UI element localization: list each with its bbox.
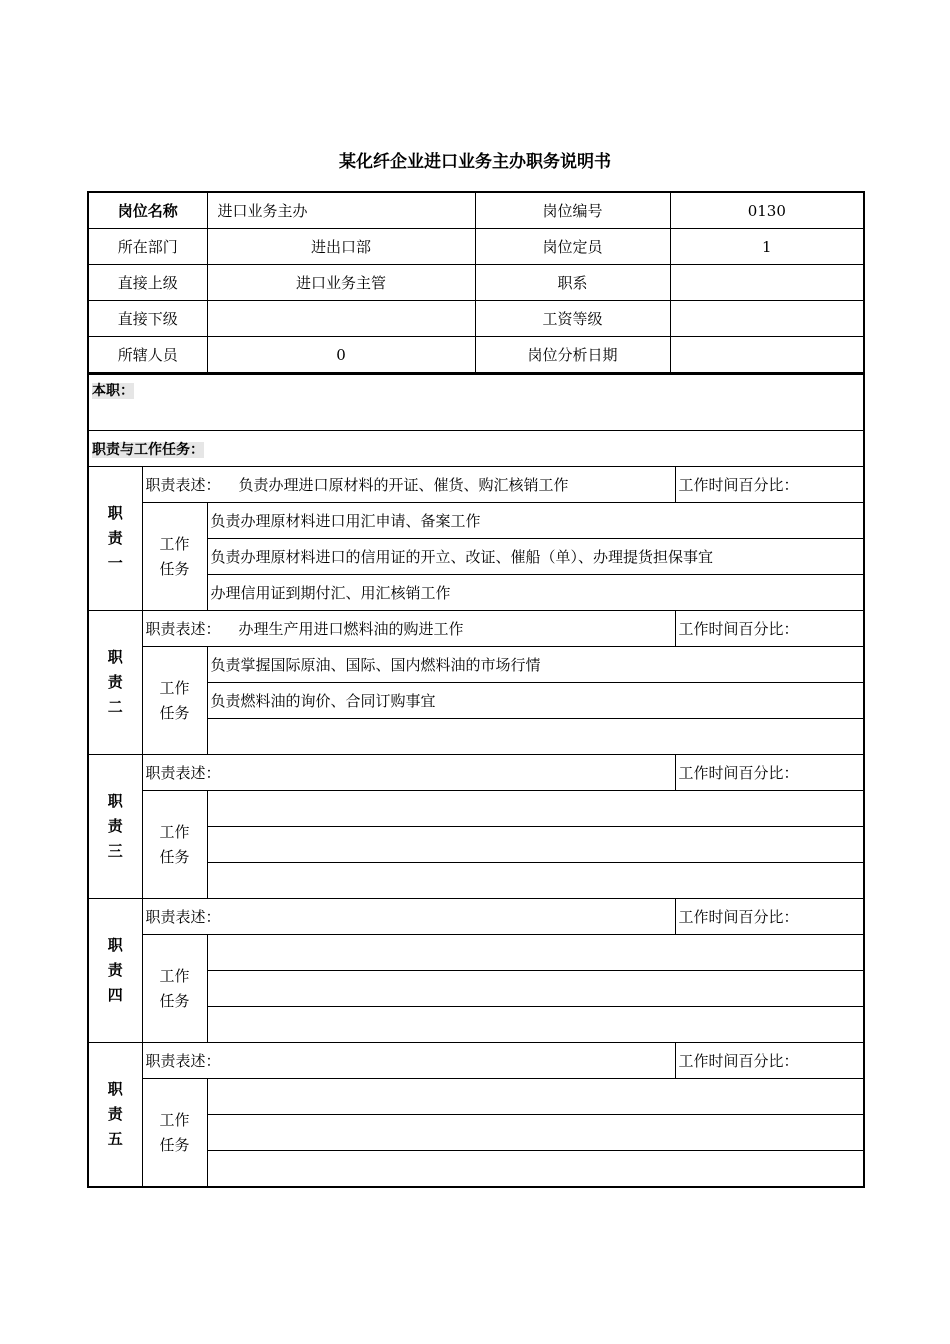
field-label: 岗位定员 [475, 229, 670, 265]
duties-table [87, 374, 865, 1188]
field-label: 直接上级 [88, 265, 207, 301]
duty-percent-label: 工作时间百分比： [675, 611, 864, 647]
duty-description-value: 负责办理进口原材料的开证、催货、购汇核销工作 [238, 476, 569, 494]
field-value: 0 [207, 337, 475, 374]
duty-title-char: 二 [107, 698, 123, 716]
duty-description-cell [142, 1043, 675, 1079]
duty-title [88, 899, 142, 1043]
main-duty-cell [88, 375, 864, 431]
task-label-line-2: 任务 [159, 847, 190, 866]
duty-title-char: 一 [107, 554, 123, 572]
field-value: 0130 [670, 192, 864, 229]
duty-title [88, 1043, 142, 1188]
field-value: 进口业务主办 [207, 192, 475, 229]
duty-task-row [88, 791, 864, 827]
task-label-line-1: 工作 [159, 534, 190, 553]
field-label: 岗位编号 [475, 192, 670, 229]
duties-heading-cell [88, 431, 864, 467]
task-label [142, 791, 207, 899]
header-row [88, 301, 864, 337]
duty-description-cell [142, 611, 675, 647]
task-item [207, 1115, 864, 1151]
field-value: 进口业务主管 [207, 265, 475, 301]
field-label: 职系 [475, 265, 670, 301]
duty-title-char: 职 [107, 1080, 123, 1098]
duty-description-cell [142, 899, 675, 935]
duty-title-char: 责 [107, 673, 123, 691]
header-row [88, 265, 864, 301]
header-table [87, 191, 865, 374]
field-value [207, 301, 475, 337]
field-label: 工资等级 [475, 301, 670, 337]
task-item [207, 971, 864, 1007]
duty-description-label: 职责表述： [145, 764, 221, 782]
header-row [88, 337, 864, 374]
duty-description-value: 办理生产用进口燃料油的购进工作 [238, 620, 464, 638]
task-item: 负责掌握国际原油、国际、国内燃料油的市场行情 [207, 647, 864, 683]
duty-title [88, 467, 142, 611]
task-label-line-2: 任务 [159, 559, 190, 578]
duty-title-char: 三 [107, 842, 123, 860]
task-item: 办理信用证到期付汇、用汇核销工作 [207, 575, 864, 611]
duty-description-label: 职责表述： [145, 476, 221, 494]
duty-description-label: 职责表述： [145, 1052, 221, 1070]
task-item: 负责办理原材料进口用汇申请、备案工作 [207, 503, 864, 539]
duty-task-row [88, 647, 864, 683]
duty-description-row [88, 1043, 864, 1079]
field-label: 所在部门 [88, 229, 207, 265]
duty-percent-label: 工作时间百分比： [675, 755, 864, 791]
task-label [142, 503, 207, 611]
task-label [142, 935, 207, 1043]
duty-description-label: 职责表述： [145, 620, 221, 638]
field-value: 1 [670, 229, 864, 265]
duty-description-label: 职责表述： [145, 908, 221, 926]
duty-description-cell [142, 755, 675, 791]
duty-description-row [88, 611, 864, 647]
duty-percent-label: 工作时间百分比： [675, 899, 864, 935]
task-item [207, 863, 864, 899]
field-label: 所辖人员 [88, 337, 207, 374]
field-value: 进出口部 [207, 229, 475, 265]
field-value [670, 265, 864, 301]
duty-title-char: 职 [107, 936, 123, 954]
field-value [670, 337, 864, 374]
task-label-line-2: 任务 [159, 703, 190, 722]
duty-percent-label: 工作时间百分比： [675, 1043, 864, 1079]
task-label-line-1: 工作 [159, 822, 190, 841]
duty-title-char: 责 [107, 529, 123, 547]
duty-description-row [88, 755, 864, 791]
duty-task-row [88, 503, 864, 539]
duty-title [88, 755, 142, 899]
task-item [207, 827, 864, 863]
duty-title-char: 责 [107, 817, 123, 835]
task-item [207, 1079, 864, 1115]
field-label: 直接下级 [88, 301, 207, 337]
task-label-line-1: 工作 [159, 1110, 190, 1129]
job-description-form [87, 191, 863, 1188]
duty-percent-label: 工作时间百分比： [675, 467, 864, 503]
document-title: 某化纤企业进口业务主办职务说明书 [339, 152, 611, 172]
duty-title-char: 责 [107, 1105, 123, 1123]
task-item [207, 1151, 864, 1188]
task-label-line-1: 工作 [159, 966, 190, 985]
task-label [142, 647, 207, 755]
duty-title-char: 四 [107, 986, 123, 1004]
task-label [142, 1079, 207, 1188]
duty-description-row [88, 467, 864, 503]
duty-title-char: 五 [107, 1130, 123, 1148]
header-row [88, 229, 864, 265]
task-label-line-1: 工作 [159, 678, 190, 697]
duty-description-cell [142, 467, 675, 503]
task-item [207, 1007, 864, 1043]
duty-title-char: 职 [107, 504, 123, 522]
task-item: 负责燃料油的询价、合同订购事宜 [207, 683, 864, 719]
field-value [670, 301, 864, 337]
duty-title-char: 职 [107, 792, 123, 810]
task-label-line-2: 任务 [159, 1135, 190, 1154]
task-item: 负责办理原材料进口的信用证的开立、改证、催船（单）、办理提货担保事宜 [207, 539, 864, 575]
duty-title-char: 责 [107, 961, 123, 979]
duties-heading-label: 职责与工作任务： [92, 441, 204, 458]
task-item [207, 791, 864, 827]
main-duty-label: 本职： [92, 383, 134, 399]
duty-task-row [88, 1079, 864, 1115]
duty-title-char: 职 [107, 648, 123, 666]
field-label: 岗位名称 [88, 192, 207, 229]
task-label-line-2: 任务 [159, 991, 190, 1010]
field-label: 岗位分析日期 [475, 337, 670, 374]
duty-description-row [88, 899, 864, 935]
duty-task-row [88, 935, 864, 971]
task-item [207, 935, 864, 971]
header-row [88, 192, 864, 229]
duty-title [88, 611, 142, 755]
task-item [207, 719, 864, 755]
